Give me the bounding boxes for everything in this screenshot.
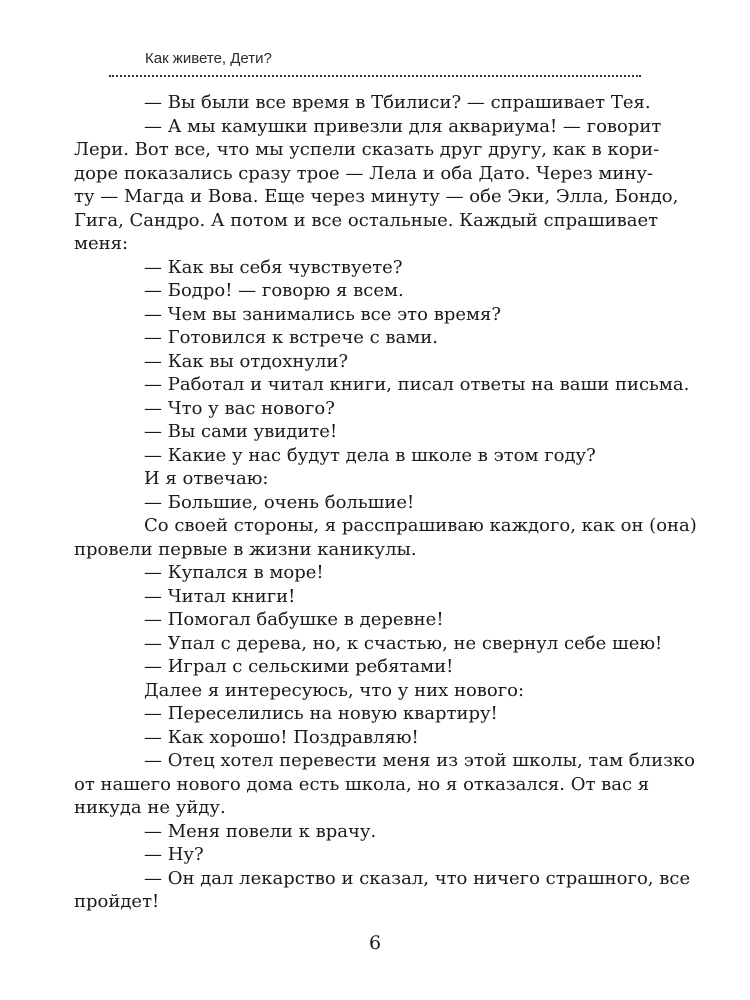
paragraph [109, 702, 641, 726]
text-line: — Он дал лекарство и сказал, что ничего страшного, все [144, 867, 691, 889]
page-number: 6 [368, 932, 382, 954]
text-line: — Отец хотел перевести меня из этой школы, там близко [144, 750, 695, 771]
body-text [74, 91, 697, 914]
paragraph [109, 632, 663, 656]
paragraph [109, 679, 641, 703]
paragraph [109, 350, 641, 374]
text-line: провели первые в жизни каникулы. [74, 538, 417, 560]
paragraph [109, 303, 641, 327]
paragraph [109, 655, 641, 679]
paragraph [109, 467, 641, 491]
text-line: никуда не уйду. [74, 797, 226, 818]
text-line: — Готовился к встрече с вами. [144, 327, 438, 348]
text-line: пройдет! [74, 891, 160, 912]
paragraph [109, 373, 690, 397]
paragraph [109, 256, 641, 280]
text-line: — Помогал бабушке в деревне! [144, 609, 444, 630]
paragraph [109, 91, 651, 115]
text-line: — Работал и читал книги, писал ответы на ваши письма. [144, 374, 690, 395]
text-line: — Что у вас нового? [144, 397, 335, 419]
paragraph [109, 420, 641, 444]
text-line: — А мы камушки привезли для аквариума! — говорит [144, 115, 662, 137]
paragraph [74, 115, 679, 256]
text-line: — Большие, очень большие! [144, 491, 415, 513]
paragraph [109, 326, 641, 350]
text-line: — Переселились на новую квартиру! [144, 703, 498, 724]
text-line: — Играл с сельскими ребятами! [144, 656, 454, 677]
text-line: — Читал книги! [144, 585, 296, 607]
paragraph [109, 561, 641, 585]
paragraph [109, 279, 641, 303]
text-line: ту — Магда и Вова. Еще через минуту — обе Эки, Элла, Бондо, [74, 186, 679, 207]
text-line: от нашего нового дома есть школа, но я отказался. От вас я [74, 773, 650, 795]
paragraph [109, 608, 641, 632]
text-line: — Меня повели к врачу. [144, 820, 377, 842]
paragraph [109, 820, 641, 844]
text-line: — Вы сами увидите! [144, 421, 338, 442]
paragraph [74, 514, 697, 561]
text-line: Далее я интересуюсь, что у них нового: [144, 679, 525, 701]
running-head: Как живете, Дети? [145, 50, 272, 67]
text-line: — Упал с дерева, но, к счастью, не свернул себе шею! [144, 632, 663, 654]
paragraph [109, 843, 641, 867]
text-line: — Какие у нас будут дела в школе в этом году? [144, 444, 596, 466]
paragraph [74, 867, 691, 914]
paragraph [109, 726, 641, 750]
text-line: — Как вы отдохнули? [144, 350, 349, 372]
text-line: — Купался в море! [144, 562, 324, 583]
text-line: — Как хорошо! Поздравляю! [144, 726, 419, 748]
paragraph [109, 585, 641, 609]
text-line: — Как вы себя чувствуете? [144, 256, 403, 278]
text-line: Гига, Сандро. А потом и все остальные. Каждый спрашивает [74, 209, 659, 231]
paragraph [109, 444, 641, 468]
header-dotted-rule [109, 75, 641, 77]
text-line: Со своей стороны, я расспрашиваю каждого, как он (она) [144, 515, 697, 536]
text-line: — Чем вы занимались все это время? [144, 303, 502, 325]
text-line: — Вы были все время в Тбилиси? — спрашивает Тея. [144, 92, 651, 113]
text-line: доре показались сразу трое — Лела и оба Дато. Через мину- [74, 162, 654, 184]
paragraph [109, 491, 641, 515]
paragraph [74, 749, 695, 820]
text-line: Лери. Вот все, что мы успели сказать друг другу, как в кори- [74, 139, 660, 160]
text-line: И я отвечаю: [144, 468, 269, 489]
text-line: — Бодро! — говорю я всем. [144, 280, 404, 301]
text-line: — Ну? [144, 844, 204, 865]
text-line: меня: [74, 233, 129, 254]
paragraph [109, 397, 641, 421]
